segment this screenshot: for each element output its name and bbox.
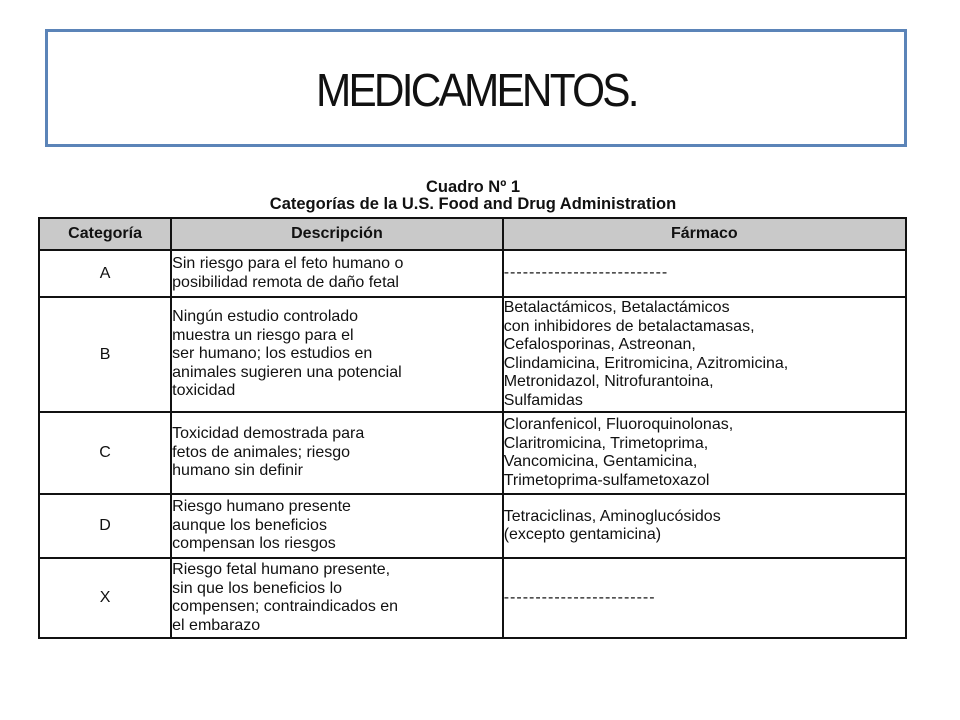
description-cell bbox=[171, 297, 503, 412]
table-row bbox=[39, 558, 906, 638]
description-line: posibilidad remota de daño fetal bbox=[172, 273, 399, 291]
drug-line: Trimetoprima-sulfametoxazol bbox=[503, 471, 710, 489]
drug-line: Tetraciclinas, Aminoglucósidos bbox=[503, 507, 721, 525]
description-line: muestra un riesgo para el bbox=[172, 326, 354, 344]
drug-line: Vancomicina, Gentamicina, bbox=[503, 453, 698, 470]
drug-line: (excepto gentamicina) bbox=[503, 526, 662, 543]
slide-title-box bbox=[45, 29, 907, 147]
header-descripcion: Descripción bbox=[171, 218, 503, 250]
description-line: Toxicidad demostrada para bbox=[172, 425, 365, 443]
drug-line: Clindamicina, Eritromicina, Azitromicina, bbox=[503, 354, 789, 372]
table-row bbox=[39, 494, 906, 558]
description-line: Riesgo fetal humano presente, bbox=[172, 561, 391, 578]
description-line: Sin riesgo para el feto humano o bbox=[172, 255, 404, 272]
table-caption-title: Categorías de la U.S. Food and Drug Administration bbox=[269, 195, 677, 213]
description-line: Riesgo humano presente bbox=[172, 498, 351, 516]
category-cell: D bbox=[39, 494, 171, 558]
table-header-row bbox=[39, 218, 906, 250]
drug-cell bbox=[503, 297, 906, 412]
drug-cell bbox=[503, 412, 906, 494]
header-categoria: Categoría bbox=[39, 218, 171, 250]
table-row bbox=[39, 250, 906, 297]
description-line: compensen; contraindicados en bbox=[172, 598, 399, 615]
slide-title: MEDICAMENTOS. bbox=[315, 64, 637, 116]
description-line: humano sin definir bbox=[172, 462, 303, 480]
drug-line: Cloranfenicol, Fluoroquinolonas, bbox=[503, 416, 734, 433]
description-cell bbox=[171, 494, 503, 558]
description-line: Ningún estudio controlado bbox=[172, 308, 359, 326]
category-cell: C bbox=[39, 412, 171, 494]
category-cell: B bbox=[39, 297, 171, 412]
empty-dash-line: -------------------------- bbox=[503, 264, 669, 282]
description-cell bbox=[171, 558, 503, 638]
description-line: el embarazo bbox=[172, 616, 261, 634]
drug-cell bbox=[503, 250, 906, 297]
description-line: toxicidad bbox=[172, 382, 236, 400]
category-cell: A bbox=[39, 250, 171, 297]
drug-line: Betalactámicos, Betalactámicos bbox=[503, 299, 730, 316]
fda-categories-table bbox=[38, 217, 907, 639]
table-caption-number: Cuadro Nº 1 bbox=[425, 178, 521, 196]
empty-dash-line: ------------------------ bbox=[503, 588, 656, 606]
drug-cell bbox=[503, 558, 906, 638]
description-cell bbox=[171, 412, 503, 494]
category-cell: X bbox=[39, 558, 171, 638]
description-line: compensan los riesgos bbox=[172, 535, 336, 553]
drug-line: con inhibidores de betalactamasas, bbox=[503, 317, 755, 335]
drug-line: Claritromicina, Trimetoprima, bbox=[503, 434, 709, 452]
drug-line: Sulfamidas bbox=[503, 391, 583, 409]
description-line: sin que los beneficios lo bbox=[172, 579, 343, 597]
drug-line: Metronidazol, Nitrofurantoina, bbox=[503, 373, 714, 390]
table-row bbox=[39, 297, 906, 412]
header-farmaco: Fármaco bbox=[503, 218, 906, 250]
drug-line: Cefalosporinas, Astreonan, bbox=[503, 336, 696, 353]
description-line: fetos de animales; riesgo bbox=[172, 443, 351, 461]
description-cell bbox=[171, 250, 503, 297]
description-line: aunque los beneficios bbox=[172, 516, 327, 534]
drug-cell bbox=[503, 494, 906, 558]
table-row bbox=[39, 412, 906, 494]
description-line: ser humano; los estudios en bbox=[172, 345, 373, 363]
description-line: animales sugieren una potencial bbox=[172, 363, 402, 381]
